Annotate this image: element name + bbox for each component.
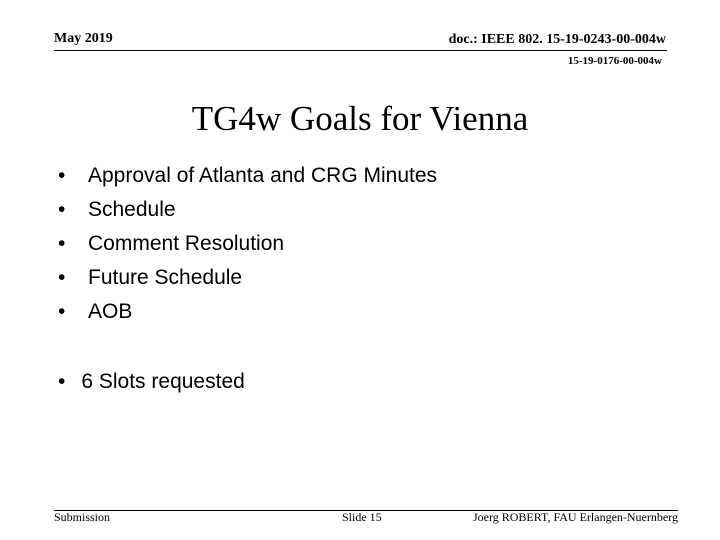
bullet-dot-icon: • [58,266,66,289]
header-doc-number: doc.: IEEE 802. 15-19-0243-00-004w [448,32,666,47]
extra-bullet-item [58,365,245,399]
bullet-text: Schedule [88,198,176,221]
bullet-item [58,295,437,329]
bullet-item [58,159,437,193]
bullet-text: Comment Resolution [88,232,285,255]
footer-author: Joerg ROBERT, FAU Erlangen-Nuernberg [472,510,678,524]
footer-submission: Submission [54,510,111,524]
header-doc-number-secondary: 15-19-0176-00-004w [567,55,662,67]
bullet-text: AOB [88,300,133,323]
bullet-dot-icon: • [58,198,66,221]
bullet-item [58,193,437,227]
bullet-text: Approval of Atlanta and CRG Minutes [88,164,438,187]
footer-slide-number: Slide 15 [342,510,382,524]
bullet-text: Future Schedule [88,266,243,289]
bullet-item [58,261,437,295]
bullet-text: 6 Slots requested [81,370,245,393]
slide-title: TG4w Goals for Vienna [191,99,529,139]
header-date: May 2019 [54,31,113,46]
bullet-dot-icon: • [58,370,66,393]
bullet-item [58,227,437,261]
bullet-dot-icon: • [58,300,66,323]
bullet-list [58,159,437,329]
bullet-dot-icon: • [58,232,66,255]
header-divider [54,50,667,51]
bullet-dot-icon: • [58,164,66,187]
